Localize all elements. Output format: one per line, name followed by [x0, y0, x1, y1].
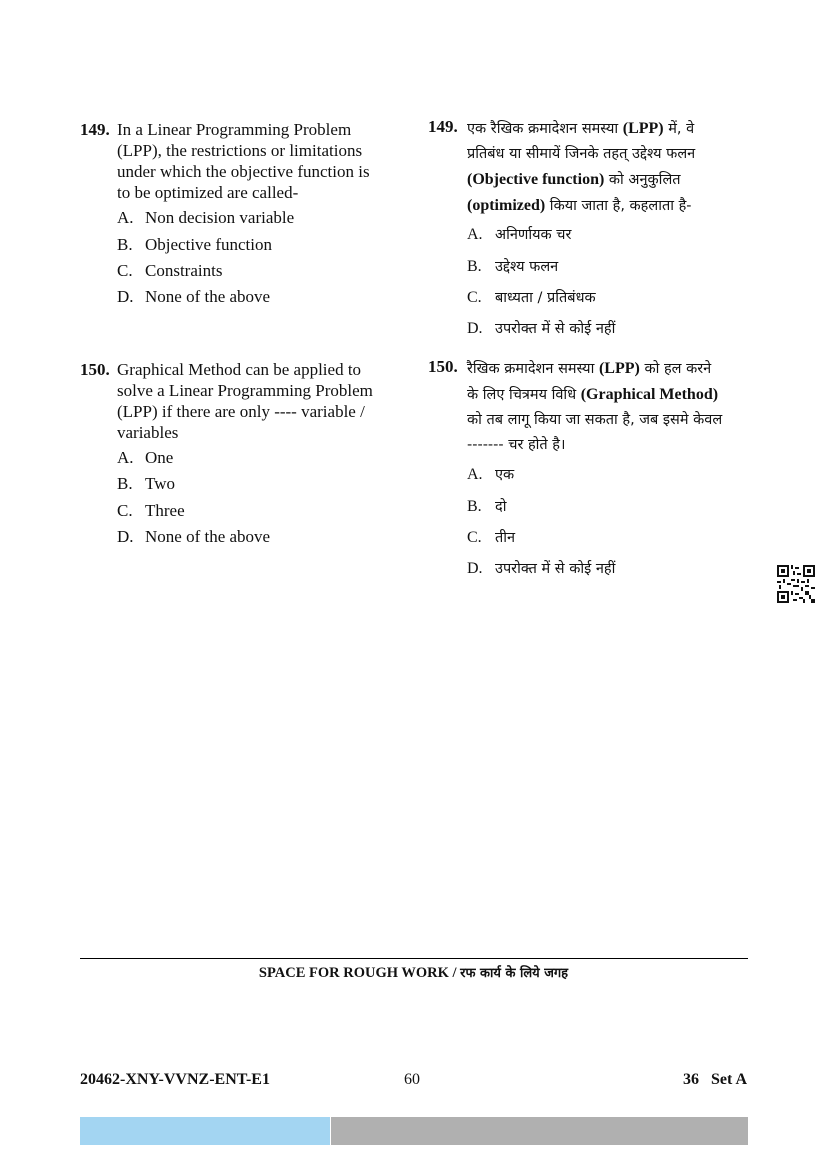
- option-c: [467, 287, 596, 309]
- option-b: [117, 473, 175, 494]
- option-text: Two: [145, 474, 175, 493]
- question-number: 149.: [80, 120, 110, 139]
- question-line: variables: [117, 423, 179, 442]
- option-text: उपरोक्त में से कोई नहीं: [495, 561, 616, 577]
- option-c: [467, 527, 515, 549]
- option-letter: A.: [117, 448, 134, 467]
- option-letter: B.: [467, 258, 482, 275]
- question-number: 150.: [80, 360, 110, 379]
- text-span: (Objective function): [467, 171, 605, 188]
- page-number: 60: [404, 1071, 420, 1088]
- text-span: (Graphical Method): [580, 386, 719, 403]
- footer-code: 20462-XNY-VVNZ-ENT-E1: [80, 1071, 270, 1088]
- option-text: दो: [495, 499, 507, 515]
- question-line: to be optimized are called-: [117, 183, 299, 202]
- rough-work-divider: [80, 958, 748, 959]
- footer-bar-gray: [331, 1117, 748, 1145]
- option-b: [467, 496, 506, 518]
- option-text: उद्देश्य फलन: [495, 259, 559, 275]
- question-line: प्रतिबंध या सीमायें जिनके तहत् उद्देश्य फलन: [467, 146, 696, 162]
- option-letter: D.: [117, 527, 134, 546]
- question-line: solve a Linear Programming Problem: [117, 381, 373, 400]
- option-c: [117, 260, 222, 281]
- question-line: Graphical Method can be applied to: [117, 360, 362, 379]
- question-line: ------- चर होते है।: [467, 437, 566, 453]
- option-letter: A.: [467, 466, 483, 483]
- rough-work-label: [0, 963, 827, 982]
- text-span: को अनुकुलित: [604, 172, 681, 188]
- option-d: [117, 286, 270, 307]
- option-letter: D.: [467, 320, 483, 337]
- option-a: [467, 224, 571, 246]
- question-line: [467, 382, 762, 408]
- option-letter: D.: [467, 560, 483, 577]
- option-letter: B.: [117, 474, 133, 493]
- text-span: को हल करने: [639, 361, 712, 377]
- option-d: [117, 526, 270, 547]
- option-text: None of the above: [145, 527, 271, 546]
- question-line: [467, 116, 762, 142]
- question-line: [467, 356, 762, 382]
- question-line: In a Linear Programming Problem: [117, 120, 352, 139]
- option-a: [467, 464, 514, 486]
- option-letter: A.: [467, 226, 483, 243]
- option-text: उपरोक्त में से कोई नहीं: [495, 321, 616, 337]
- option-d: [467, 558, 615, 580]
- question-text: [117, 359, 407, 443]
- question-149-en: [80, 119, 400, 319]
- question-text: [117, 119, 407, 203]
- question-line: under which the objective function is: [117, 162, 370, 181]
- text-span: रैखिक क्रमादेशन समस्या: [467, 361, 599, 377]
- question-line: [467, 167, 762, 193]
- option-letter: C.: [117, 501, 133, 520]
- rough-work-en: SPACE FOR ROUGH WORK /: [258, 965, 461, 981]
- footer-bar-blue: [80, 1117, 330, 1145]
- option-text: Constraints: [145, 261, 223, 280]
- option-text: Three: [145, 501, 185, 520]
- option-d: [467, 318, 615, 340]
- option-text: One: [145, 448, 174, 467]
- option-letter: D.: [117, 287, 134, 306]
- option-b: [467, 256, 558, 278]
- option-text: बाध्यता / प्रतिबंधक: [495, 290, 596, 306]
- question-150-hi: [428, 356, 758, 586]
- question-number: 150.: [428, 357, 458, 376]
- option-b: [117, 234, 272, 255]
- option-letter: B.: [117, 235, 133, 254]
- option-letter: C.: [467, 289, 482, 306]
- option-a: [117, 447, 173, 468]
- text-span: (LPP): [598, 360, 640, 377]
- option-letter: A.: [117, 208, 134, 227]
- option-text: अनिर्णायक चर: [495, 227, 572, 243]
- question-line: को तब लागू किया जा सकता है, जब इसमे केवल: [467, 412, 723, 428]
- option-letter: B.: [467, 498, 482, 515]
- question-number: 149.: [428, 117, 458, 136]
- question-text: [467, 356, 762, 458]
- rough-work-hi: रफ कार्य के लिये जगह: [460, 966, 569, 981]
- question-text: [467, 116, 762, 219]
- text-span: के लिए चित्रमय विधि: [467, 387, 581, 403]
- option-text: Objective function: [145, 235, 272, 254]
- qr-code-icon: [777, 565, 815, 603]
- set-label: 36 Set A: [683, 1071, 747, 1088]
- option-text: Non decision variable: [145, 208, 295, 227]
- text-span: (optimized): [467, 197, 546, 214]
- question-149-hi: [428, 116, 758, 346]
- text-span: किया जाता है, कहलाता है-: [545, 198, 692, 214]
- option-c: [117, 500, 185, 521]
- question-150-en: [80, 359, 400, 559]
- option-a: [117, 207, 294, 228]
- option-text: एक: [495, 467, 515, 483]
- question-line: (LPP) if there are only ---- variable /: [117, 402, 365, 421]
- option-text: None of the above: [145, 287, 271, 306]
- option-letter: C.: [117, 261, 133, 280]
- question-line: [467, 193, 762, 219]
- option-letter: C.: [467, 529, 482, 546]
- question-line: (LPP), the restrictions or limitations: [117, 141, 363, 160]
- option-text: तीन: [495, 530, 516, 546]
- text-span: एक रैखिक क्रमादेशन समस्या: [467, 121, 623, 137]
- text-span: (LPP): [622, 120, 664, 137]
- text-span: में, वे: [663, 121, 695, 137]
